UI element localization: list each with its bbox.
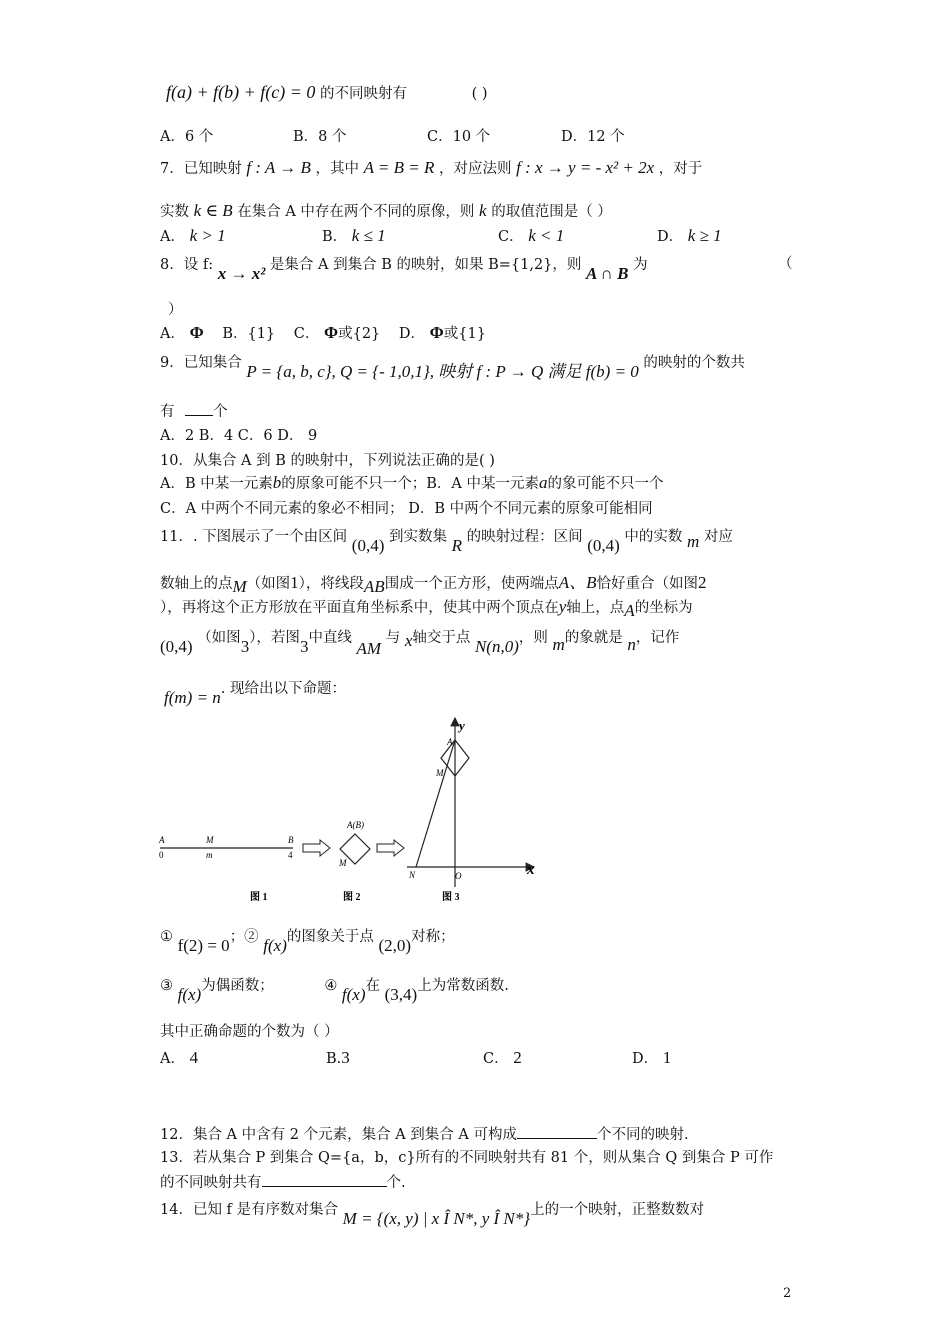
q6-tail: 的不同映射有 [320, 86, 408, 102]
fig1-label-4: 4 [288, 850, 293, 860]
q7-line1 [160, 158, 702, 179]
q10-stem: 10．从集合 A 到 B 的映射中，下列说法正确的是( ) [160, 453, 495, 469]
q9-options: A．2 B．4 C．6 D． 9 [160, 428, 318, 444]
q8-paren-open: （ [778, 256, 793, 272]
fig3-label-x: x [527, 862, 535, 878]
q11-claims-2: ③ f(x)为偶函数； ④ f(x)在 (3,4)上为常数函数. [160, 978, 509, 1004]
q7-math-k2: k [479, 201, 487, 220]
q8-math-map: x → x² [217, 264, 266, 283]
q8-math-intersect: A ∩ B [586, 264, 629, 283]
q11-option-b: B.3 [326, 1048, 350, 1067]
q12-line: 12．集合 A 中含有 2 个元素，集合 A 到集合 A 可构成 个不同的映射. [160, 1124, 689, 1145]
q6-expr: f(a) + f(b) + f(c) = 0 [166, 82, 316, 102]
q7-option-a: A． k > 1 [160, 226, 226, 245]
fig2-caption: 图 2 [343, 892, 361, 903]
q11-option-d: D． 1 [632, 1048, 672, 1067]
q11-ask: 其中正确命题的个数为（ ） [160, 1024, 339, 1040]
q11-claims-1: ① f(2) = 0；② f(x)的图象关于点 (2,0)对称； [160, 929, 455, 955]
q7-text: 7．已知映射 [160, 161, 242, 177]
q8-options: A． Φ B．{1} C． Φ或{2} D． Φ或{1} [160, 323, 486, 342]
fig2-label-m: M [339, 858, 347, 868]
q11-line3: ），再将这个正方形放在平面直角坐标系中，使其中两个顶点在y轴上，点A的坐标为 [160, 597, 693, 620]
q7-math-rule: f : x → y = - x² + 2x [516, 158, 655, 177]
q7-text: ，对应法则 [439, 161, 512, 177]
q7-math-sets: A = B = R [363, 158, 435, 177]
q11-line1: 11．. 下图展示了一个由区间 (0,4) 到实数集 R 的映射过程：区间 (0,4) 中的实数 m 对应 [160, 529, 733, 555]
q8-line [160, 254, 648, 283]
fig1-label-b: B [288, 835, 294, 845]
fig3-label-n: N [409, 870, 416, 880]
q7-option-c: C． k < 1 [498, 226, 565, 245]
q9-blank[interactable] [185, 401, 213, 416]
q7-math-mapping: f : A → B [246, 158, 311, 177]
fig3-caption: 图 3 [442, 892, 460, 903]
fig3-line-am [416, 740, 455, 867]
q11-option-c: C． 2 [483, 1048, 522, 1067]
q7-text: 实数 [160, 204, 189, 220]
page-number: 2 [783, 1286, 792, 1301]
fig1-caption: 图 1 [250, 892, 268, 903]
q8-paren-close: ） [168, 302, 183, 318]
q8-text: 是集合 A 到集合 B 的映射，如果 B={1,2}，则 [269, 257, 582, 273]
fig1-label-0: 0 [159, 850, 164, 860]
fig3-label-o: O [455, 871, 462, 881]
q6-option-a: A．6 个 [160, 129, 214, 145]
fig3-label-y: y [459, 718, 465, 733]
q9-math: P = {a, b, c}, Q = {- 1,0,1}, 映射 f : P → Q 满足 f(b) = 0 [246, 362, 639, 381]
fig1-label-m: M [206, 835, 214, 845]
q11-figure [150, 712, 550, 908]
q6-line [166, 82, 488, 104]
q14-line: 14．已知 f 是有序数对集合 M = {(x, y) | x Î N*, y Î N*}上的一个映射，正整数数对 [160, 1202, 705, 1228]
q11-line5: f(m) = n. 现给出以下命题： [164, 681, 347, 707]
q7-line2 [160, 201, 612, 222]
q7-option-b: B． k ≤ 1 [322, 226, 386, 245]
q13-line2: 的不同映射共有 个. [160, 1172, 406, 1193]
arrow-1 [303, 840, 330, 856]
q13-line1: 13．若从集合 P 到集合 Q={a，b，c}所有的不同映射共有 81 个，则从集合 Q 到集合 P 可作 [160, 1150, 774, 1166]
q10-options-ab: A．B 中某一元素b的原象可能不只一个；B．A 中某一元素a的象可能不只一个 [160, 473, 664, 492]
q7-option-d: D． k ≥ 1 [657, 226, 722, 245]
q11-line4: (0,4) （如图3），若图3中直线 AM 与 x轴交于点 N(n,0)，则 m的象就是 n，记作 [160, 630, 680, 658]
q6-option-c: C．10 个 [427, 129, 491, 145]
q8-text: 为 [633, 257, 648, 273]
q7-text: 在集合 A 中存在两个不同的原像，则 [237, 204, 475, 220]
fig2-label-ab: A(B) [347, 820, 364, 830]
fig3-label-m: M [436, 768, 444, 778]
q6-paren: ( ) [471, 86, 488, 102]
q11-line2: 数轴上的点M（如图1），将线段AB围成一个正方形，使两端点A、B恰好重合（如图2 [160, 573, 707, 596]
fig3-label-a: A [447, 737, 453, 747]
q9-line2 [160, 401, 228, 422]
q7-math-k: k ∈ B [193, 201, 233, 220]
q7-text: 的取值范围是（ ） [491, 204, 612, 220]
q10-options-cd: C．A 中两个不同元素的象必不相同； D．B 中两个不同元素的原象可能相同 [160, 501, 653, 517]
q12-blank[interactable] [517, 1124, 597, 1139]
q6-option-d: D．12 个 [561, 129, 625, 145]
q8-text: 8．设 f: [160, 257, 214, 273]
arrow-2 [377, 840, 404, 856]
q7-text: ，其中 [315, 161, 359, 177]
fig1-label-m-value: m [206, 850, 213, 860]
q6-option-b: B．8 个 [293, 129, 347, 145]
fig1-label-a: A [159, 835, 165, 845]
q9-text: 9．已知集合 [160, 355, 242, 371]
q13-blank[interactable] [262, 1172, 387, 1187]
q11-option-a: A． 4 [160, 1048, 199, 1067]
q9-text: 有 [160, 404, 175, 420]
q9-text: 个 [213, 404, 228, 420]
q7-text: ，对于 [658, 161, 703, 177]
q9-line1 [160, 352, 745, 381]
q9-text: 的映射的个数共 [643, 355, 745, 371]
